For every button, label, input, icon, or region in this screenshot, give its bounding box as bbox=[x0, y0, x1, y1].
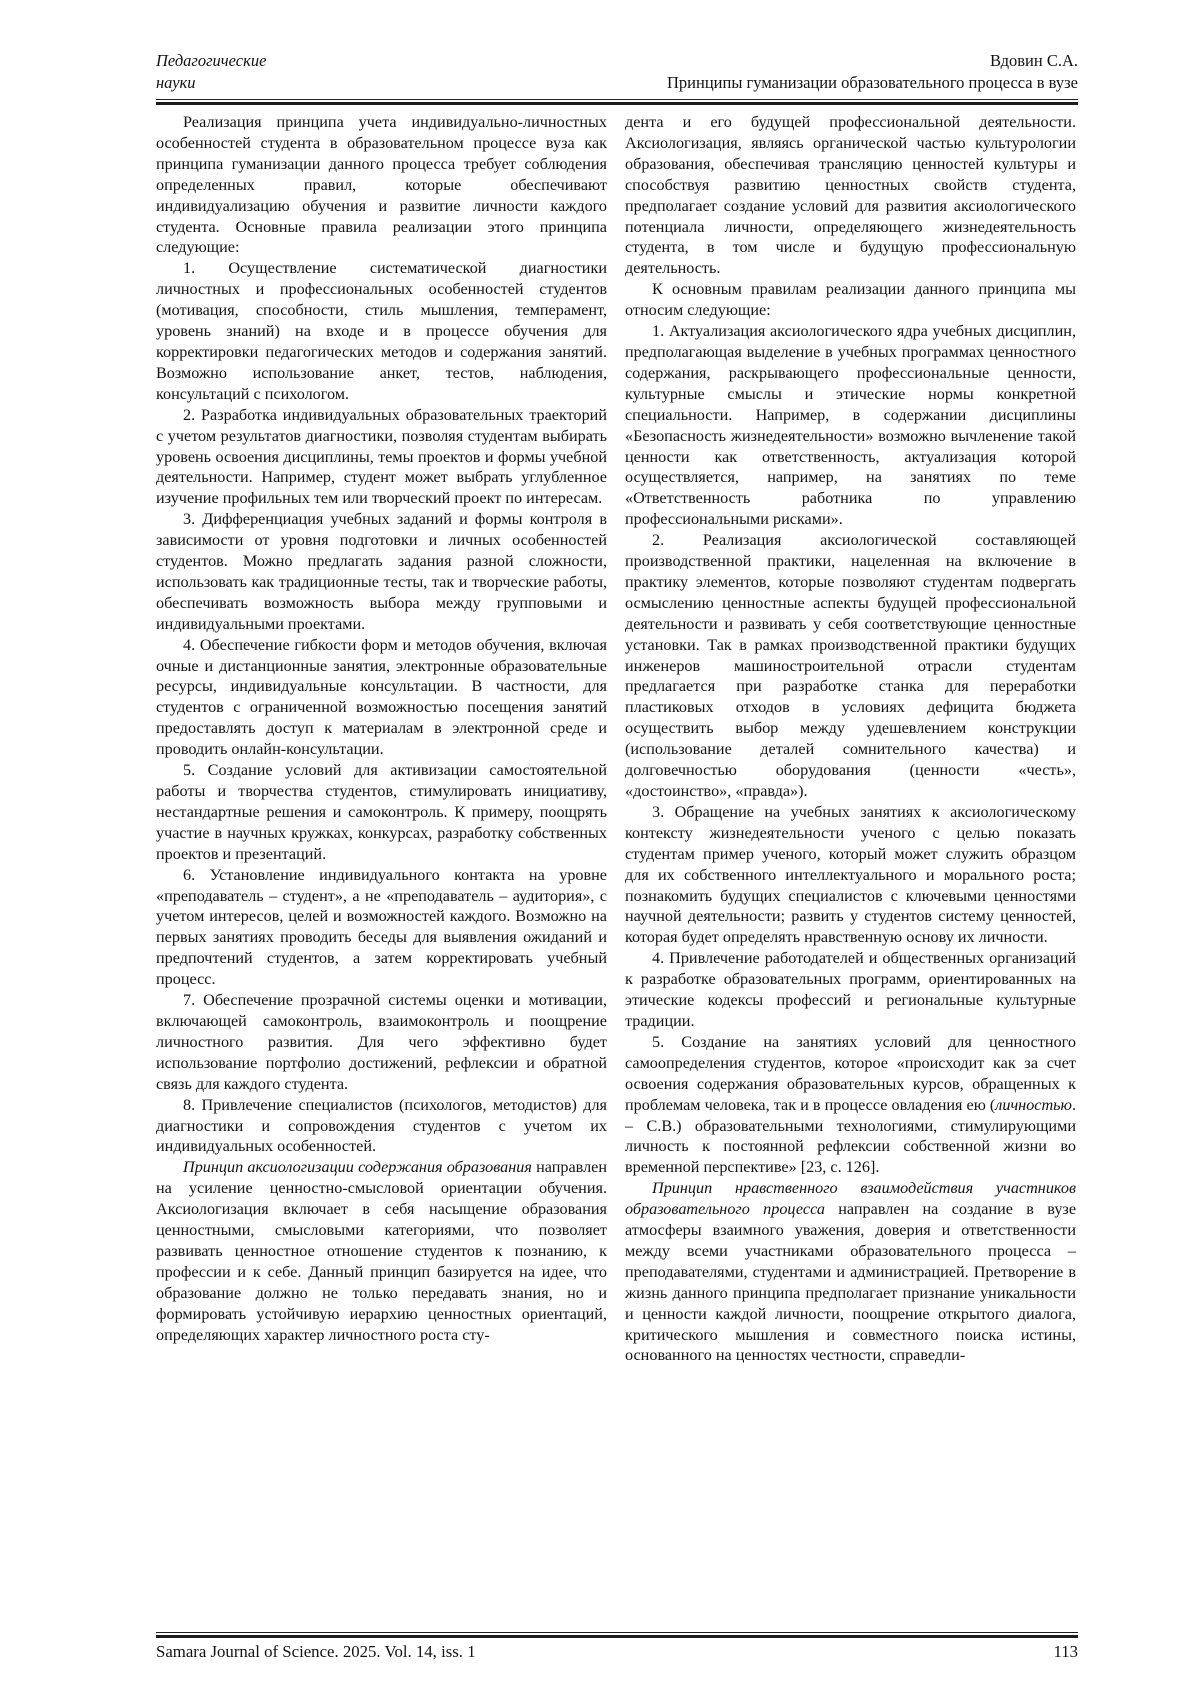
running-head-author: Вдовин С.А. bbox=[990, 51, 1078, 70]
paragraph-text: . – С.В.) образовательными технологиями, стимулирующими личность к постоянной рефлексии собственной жизни во временной перспективе» [23, с. 126]. bbox=[625, 1095, 1076, 1177]
principle-name-italic: Принцип нравственного взаимодействия участников образовательного процесса bbox=[625, 1179, 1076, 1219]
running-head-section bbox=[156, 50, 266, 94]
paragraph-text: 3. Обращение на учебных занятиях к аксиологическому контексту жизнедеятельности ученого с целью показать студентам пример ученого, который может служить образцом для их собственного интеллектуального и морального роста; познакомить будущих специалистов с ключевыми ценностями научной деятельности; развить у студентов систему ценностей, которая будет определять нравственную основу их личности. bbox=[625, 802, 1076, 947]
paragraph-text: 1. Осуществление систематической диагностики личностных и профессиональных особенностей студентов (мотивация, способности, стиль мышления, темперамент, уровень знаний) на входе и в процессе обучения для корректировки педагогических методов и содержания занятий. Возможно использование анкет, тестов, наблюдения, консультаций с психологом. bbox=[156, 259, 607, 403]
paragraph-principle bbox=[625, 1178, 1076, 1366]
running-head-title: Принципы гуманизации образовательного процесса в вузе bbox=[667, 73, 1078, 92]
paragraph bbox=[156, 1095, 607, 1158]
paragraph bbox=[625, 321, 1076, 530]
paragraph bbox=[625, 1032, 1076, 1178]
paragraph bbox=[156, 635, 607, 760]
paragraph bbox=[156, 112, 607, 258]
paragraph-text: 3. Дифференциация учебных заданий и формы контроля в зависимости от уровня подготовки и личных особенностей студентов. Можно предлагать задания разной сложности, использовать как традиционные тесты, так и творческие работы, обеспечивать возможность выбора между групповыми и индивидуальными проектами. bbox=[156, 510, 607, 633]
paragraph bbox=[156, 509, 607, 634]
inline-italic-term: личностью bbox=[995, 1095, 1072, 1114]
paragraph-text: 2. Реализация аксиологической составляющей производственной практики, нацеленная на включение в практику элементов, которые позволяют студентам подвергать осмыслению ценностные аспекты будущей профессиональной деятельности и развивать у себя соответствующие ценностные установки. Так в рамках производственной практики будущих инженеров машиностроительной отрасли студентам предлагается при разработке станка для переработки пластиковых отходов в условиях дефицита бюджета осуществить выбор между удешевлением конструкции (использование деталей сомнительного качества) и долговечностью оборудования (ценности «честь», «достоинство», «правда»). bbox=[625, 531, 1076, 800]
running-header bbox=[156, 50, 1078, 94]
paragraph bbox=[156, 258, 607, 404]
column-right bbox=[625, 112, 1076, 1632]
running-head-section-line1: Педагогические bbox=[156, 51, 267, 70]
paragraph bbox=[156, 990, 607, 1095]
paragraph bbox=[625, 112, 1076, 279]
paragraph-text: 4. Обеспечение гибкости форм и методов обучения, включая очные и дистанционные занятия, электронные образовательные ресурсы, индивидуальные консультации. В частности, для студентов с ограниченной возможностью посещения занятий предоставлять доступ к материалам в электронной среде и проводить онлайн-консультации. bbox=[156, 635, 607, 759]
paragraph bbox=[625, 530, 1076, 802]
column-left bbox=[156, 112, 607, 1632]
journal-citation: Samara Journal of Science. 2025. Vol. 14, iss. 1 bbox=[156, 1642, 476, 1661]
paragraph-text: 1. Актуализация аксиологического ядра учебных дисциплин, предполагающая выделение в учебных программах ценностного содержания, раскрывающего профессиональные ценности, культурные смыслы и этические нормы конкретной специальности. Например, в содержании дисциплины «Безопасность жизнедеятельности» возможно вычленение такой ценности как ответственность, актуализация которой осуществляется, например, на занятиях по теме «Ответственность работника по управлению профессиональными рисками». bbox=[625, 322, 1076, 529]
running-head-article bbox=[667, 50, 1078, 94]
article-body bbox=[156, 105, 1078, 1632]
paragraph-text: Реализация принципа учета индивидуально-личностных особенностей студента в образовательном процессе вуза как принципа гуманизации данного процесса требует соблюдения определенных правил, которые обеспечивают индивидуализацию обучения и развитие личности каждого студента. Основные правила реализации этого принципа следующие: bbox=[156, 113, 607, 257]
paragraph bbox=[625, 802, 1076, 948]
paragraph-text: 8. Привлечение специалистов (психологов, методистов) для диагностики и сопровождения студентов с учетом их индивидуальных особенностей. bbox=[156, 1095, 607, 1156]
paragraph bbox=[156, 760, 607, 865]
principle-name-italic: Принцип аксиологизации содержания образования bbox=[183, 1158, 532, 1177]
page-footer bbox=[156, 1638, 1078, 1663]
paragraph-text: 7. Обеспечение прозрачной системы оценки и мотивации, включающей самоконтроль, взаимоконтроль и поощрение личностного развития. Для чего эффективно будет использование портфолио достижений, рефлексии и обратной связь для каждого студента. bbox=[156, 991, 607, 1093]
paragraph-text: дента и его будущей профессиональной деятельности. Аксиологизация, являясь органической частью культурологии образования, обеспечивая трансляцию ценностей культуры и способствуя развитию ценностных свойств студента, предполагает создание условий для развития аксиологического потенциала личности, определяющего жизнедеятельность студента, в том числе и будущую профессиональную деятельность. bbox=[625, 113, 1076, 278]
paragraph bbox=[156, 405, 607, 510]
paragraph-text: 5. Создание условий для активизации самостоятельной работы и творчества студентов, стимулировать инициативу, нестандартные решения и самоконтроль. К примеру, поощрять участие в научных кружках, конкурсах, разработку собственных проектов и презентаций. bbox=[156, 761, 607, 863]
page-number: 113 bbox=[1053, 1642, 1078, 1661]
paragraph-text: направлен на создание в вузе атмосферы взаимного уважения, доверия и ответственности между всеми участниками образовательного процесса – преподавателями, студентами и администрацией. Претворение в жизнь данного принципа предполагает признание уникальности и ценности каждой личности, поощрение открытого диалога, критического мышления и совместного поиска истины, основанного на ценностях честности, справедли- bbox=[625, 1200, 1076, 1365]
running-head-section-line2: науки bbox=[156, 73, 196, 92]
paragraph-text: 4. Привлечение работодателей и общественных организаций к разработке образовательных программ, ориентированных на этические кодексы профессий и региональные культурные традиции. bbox=[625, 949, 1076, 1030]
paragraph-text: направлен на усиление ценностно-смысловой ориентации обучения. Аксиологизация включает в себя насыщение образования ценностными, смысловыми категориями, что позволяет развивать ценностное отношение студентов к познанию, к профессии и к себе. Данный принцип базируется на идее, что образование должно не только передавать знания, но и формировать устойчивую иерархию ценностных ориентаций, определяющих характер личностного роста сту- bbox=[156, 1158, 607, 1344]
paragraph-text: 2. Разработка индивидуальных образовательных траекторий с учетом результатов диагностики, позволяя студентам выбирать уровень освоения дисциплины, темы проектов и формы учебной деятельности. Например, студент может выбрать углубленное изучение профильных тем или творческий проект по интересам. bbox=[156, 405, 607, 508]
paragraph-principle bbox=[156, 1157, 607, 1345]
paragraph-text: 6. Установление индивидуального контакта на уровне «преподаватель – студент», а не «преподаватель – аудитория», с учетом интересов, целей и возможностей каждого. Возможно на первых занятиях проводить беседы для выявления ожиданий и предпочтений студентов, а затем корректировать учебный процесс. bbox=[156, 865, 607, 989]
paragraph-text: 5. Создание на занятиях условий для ценностного самоопределения студентов, которое «происходит как за счет освоения содержания образовательных курсов, обращенных к проблемам человека, так и в процессе овладения ею ( bbox=[625, 1032, 1076, 1114]
paragraph-text: К основным правилам реализации данного принципа мы относим следующие: bbox=[625, 280, 1076, 320]
paragraph bbox=[625, 279, 1076, 321]
paragraph bbox=[156, 865, 607, 990]
paragraph bbox=[625, 948, 1076, 1032]
